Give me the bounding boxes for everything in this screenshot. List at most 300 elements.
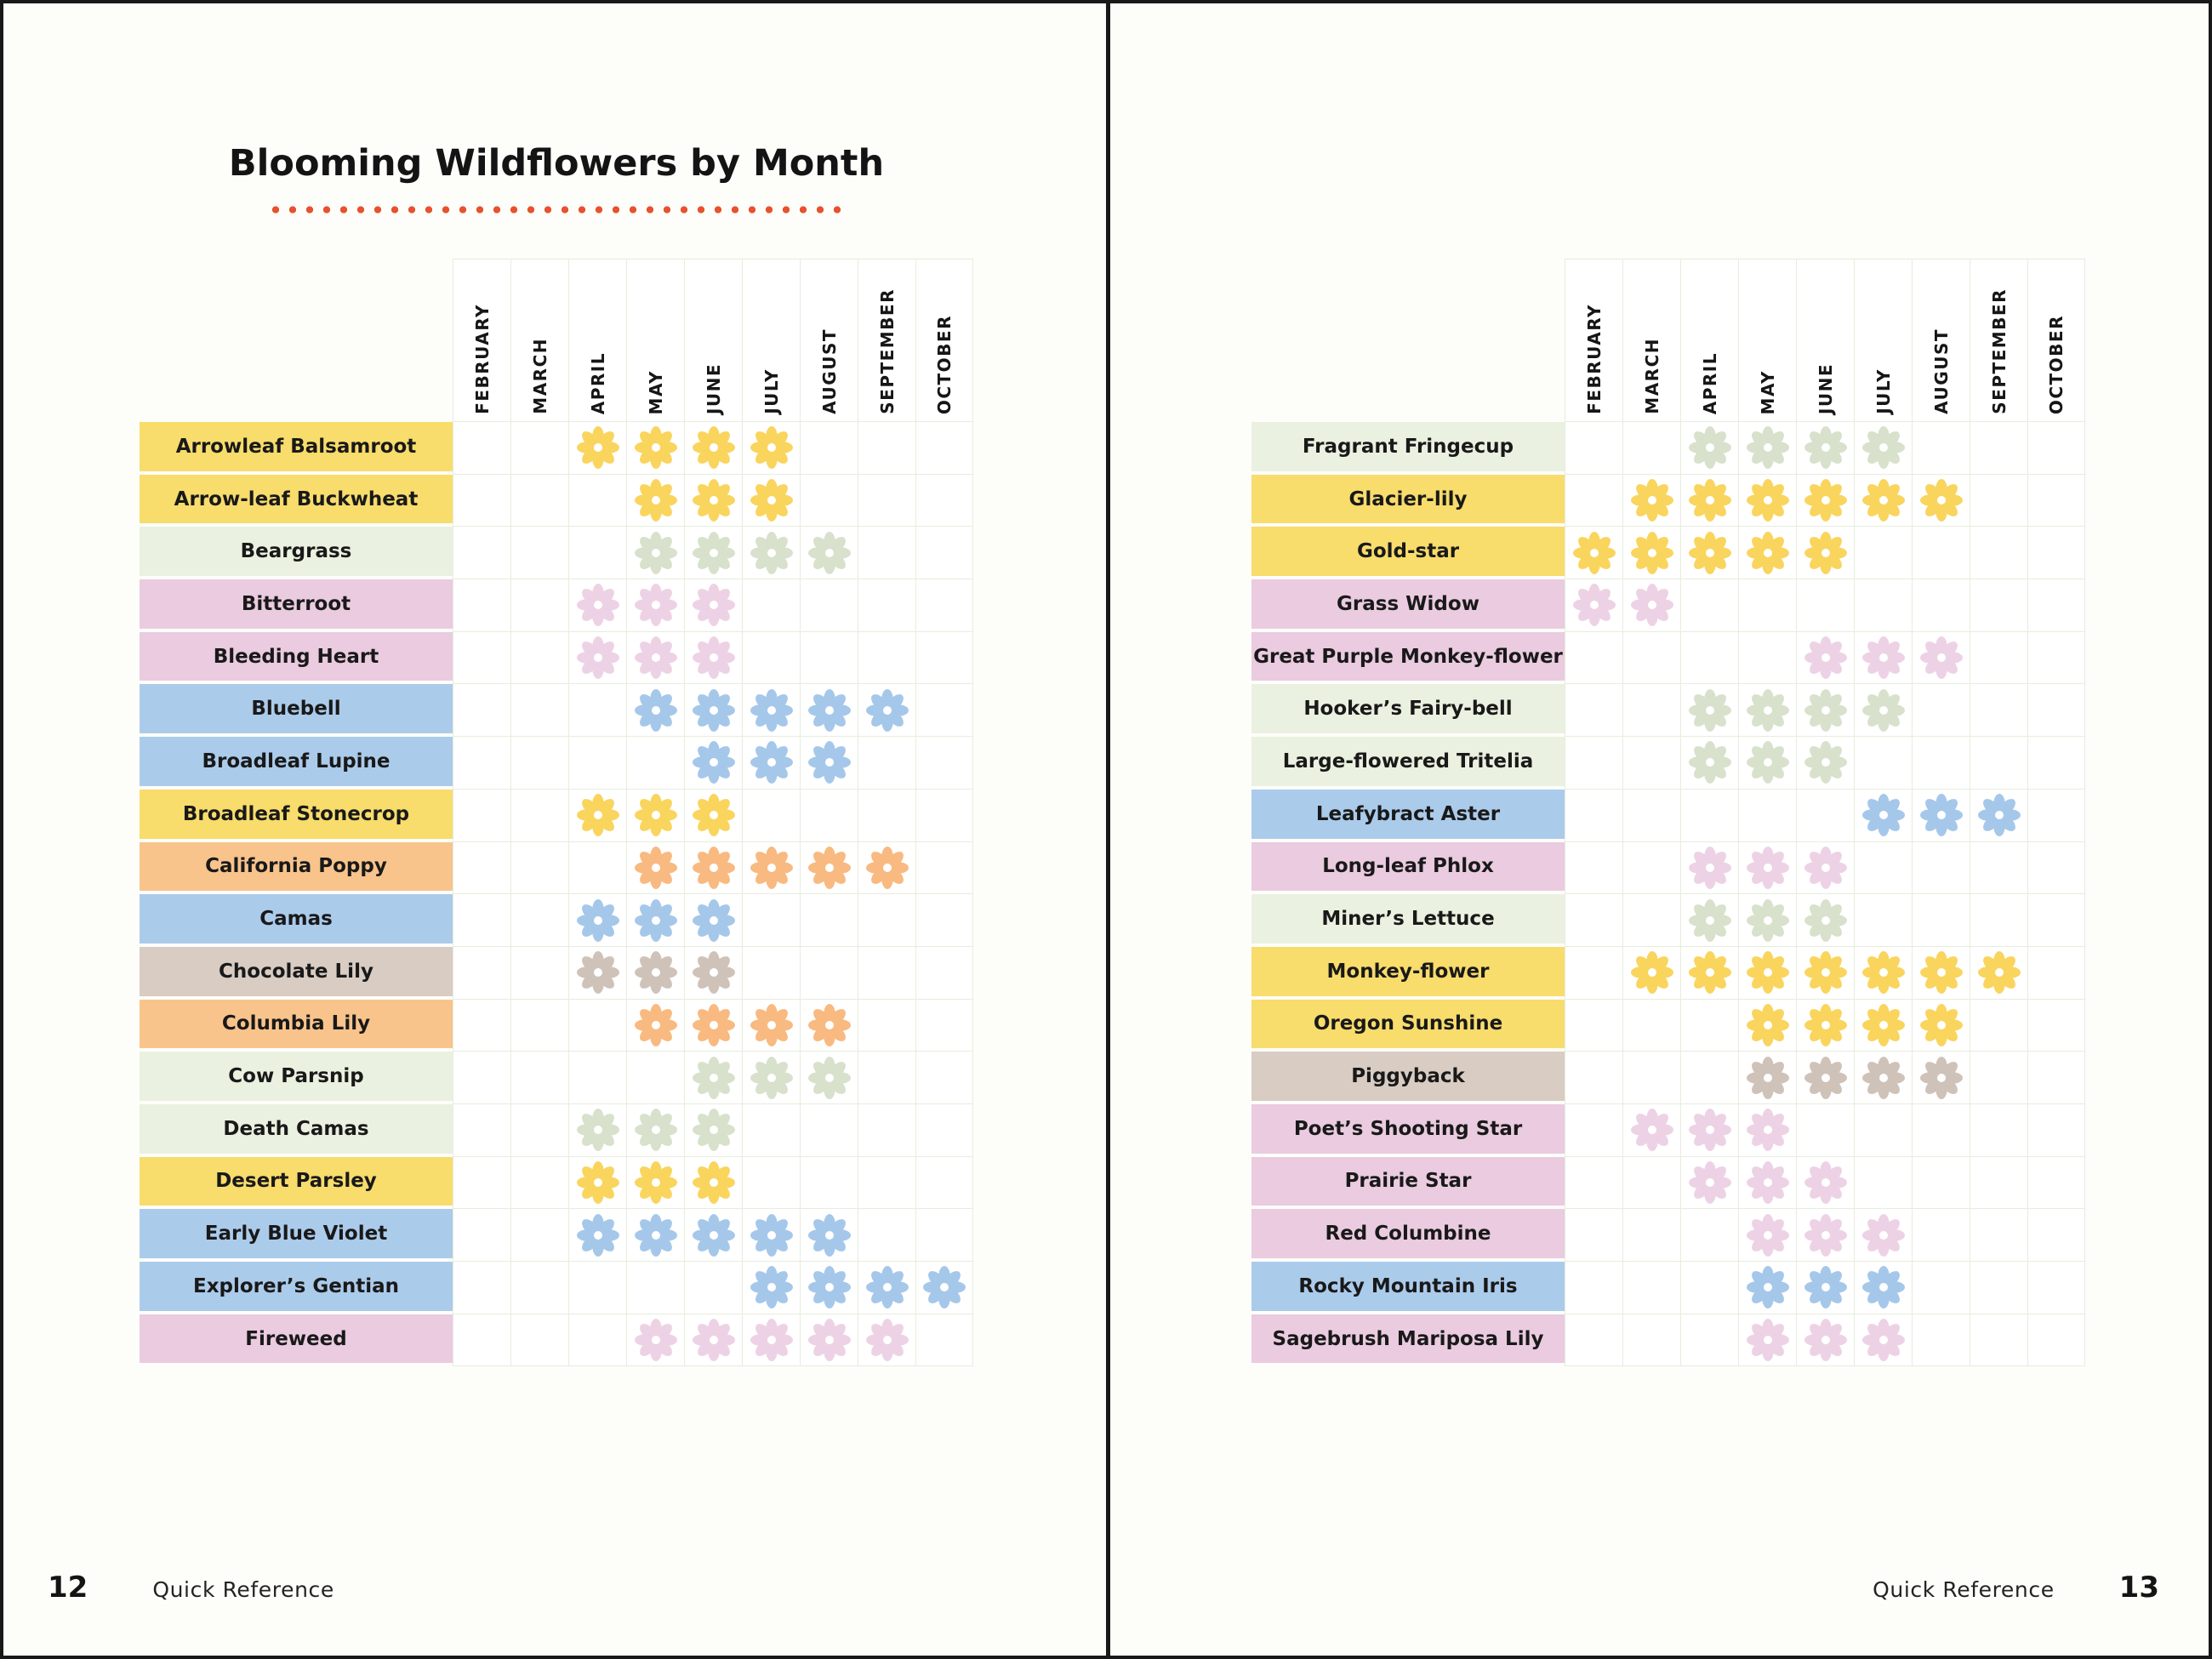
bloom-cell-empty xyxy=(1970,1052,2027,1104)
flower-icon xyxy=(693,1057,735,1099)
bloom-cell-empty xyxy=(1680,1209,1738,1262)
bloom-cell-flower xyxy=(626,1104,684,1157)
bloom-cell-flower xyxy=(684,737,742,790)
month-column-header xyxy=(453,259,510,422)
bloom-cell-flower xyxy=(1680,1157,1738,1210)
flower-icon xyxy=(808,741,851,784)
flower-icon xyxy=(750,479,793,522)
bloom-cell-empty xyxy=(858,1052,915,1104)
bloom-cell-empty xyxy=(568,1262,626,1314)
bloom-cell-empty xyxy=(742,790,800,842)
flower-icon xyxy=(1978,951,2021,994)
flower-icon xyxy=(923,1266,966,1308)
flower-name-text: Prairie Star xyxy=(1344,1170,1472,1193)
flower-icon xyxy=(1920,1004,1963,1046)
bloom-cell-flower xyxy=(1912,790,1970,842)
bloom-cell-flower xyxy=(915,1262,973,1314)
bloom-cell-empty xyxy=(510,894,568,947)
flower-icon xyxy=(1747,1319,1789,1361)
flower-icon xyxy=(1631,532,1673,574)
flower-name-text: Explorer’s Gentian xyxy=(192,1274,399,1297)
bloom-cell-empty xyxy=(1565,790,1622,842)
flower-name-label xyxy=(1251,475,1565,527)
flower-name-text: Poet’s Shooting Star xyxy=(1293,1117,1523,1140)
flower-icon xyxy=(635,794,677,836)
flower-icon xyxy=(1804,899,1847,942)
flower-icon xyxy=(693,951,735,994)
bloom-cell-empty xyxy=(1970,842,2027,895)
flower-icon xyxy=(1747,1004,1789,1046)
flower-name-text: Cow Parsnip xyxy=(228,1065,364,1088)
bloom-cell-empty xyxy=(453,737,510,790)
flower-icon xyxy=(1689,689,1731,732)
flower-icon xyxy=(635,1004,677,1046)
bloom-cell-flower xyxy=(684,475,742,527)
bloom-cell-empty xyxy=(1622,684,1680,737)
flower-name-label xyxy=(140,684,453,737)
flower-icon xyxy=(635,479,677,522)
flower-icon xyxy=(1689,899,1731,942)
bloom-cell-flower xyxy=(800,737,858,790)
bloom-cell-empty xyxy=(1738,790,1796,842)
flower-name-text: Hooker’s Fairy-bell xyxy=(1303,698,1513,721)
bloom-cell-empty xyxy=(1565,842,1622,895)
bloom-cell-flower xyxy=(1854,947,1912,1000)
bloom-cell-empty xyxy=(1912,527,1970,579)
flower-icon xyxy=(1573,584,1616,626)
flower-icon xyxy=(750,689,793,732)
bloom-cell-flower xyxy=(1796,1052,1854,1104)
flower-icon xyxy=(1920,636,1963,679)
table-corner-spacer xyxy=(140,259,453,422)
flower-icon xyxy=(577,899,619,942)
flower-name-text: Oregon Sunshine xyxy=(1313,1012,1503,1035)
bloom-cell-flower xyxy=(800,842,858,895)
footer-section-label: Quick Reference xyxy=(152,1577,334,1602)
bloom-cell-flower xyxy=(800,1262,858,1314)
flower-name-label xyxy=(1251,894,1565,947)
bloom-cell-empty xyxy=(1680,579,1738,632)
bloom-cell-empty xyxy=(858,1000,915,1052)
bloom-cell-empty xyxy=(2027,790,2085,842)
bloom-cell-empty xyxy=(510,1262,568,1314)
bloom-cell-empty xyxy=(742,579,800,632)
table-corner-spacer xyxy=(1251,259,1565,422)
page-number: 12 xyxy=(48,1571,88,1605)
bloom-cell-empty xyxy=(2027,527,2085,579)
bloom-cell-empty xyxy=(1970,632,2027,685)
bloom-cell-empty xyxy=(915,1052,973,1104)
bloom-cell-empty xyxy=(915,579,973,632)
flower-icon xyxy=(1747,532,1789,574)
bloom-cell-flower xyxy=(1680,475,1738,527)
flower-name-label xyxy=(140,475,453,527)
month-column-header xyxy=(800,259,858,422)
month-column-header xyxy=(626,259,684,422)
bloom-cell-flower xyxy=(684,842,742,895)
bloom-cell-empty xyxy=(1622,1000,1680,1052)
bloom-cell-flower xyxy=(1796,842,1854,895)
flower-icon xyxy=(808,1319,851,1361)
bloom-cell-empty xyxy=(2027,1052,2085,1104)
month-column-header xyxy=(510,259,568,422)
bloom-cell-empty xyxy=(510,1157,568,1210)
flower-icon xyxy=(1689,741,1731,784)
bloom-cell-empty xyxy=(510,422,568,475)
flower-icon xyxy=(866,689,909,732)
bloom-cell-empty xyxy=(453,527,510,579)
bloom-cell-flower xyxy=(1970,790,2027,842)
flower-icon xyxy=(1804,689,1847,732)
bloom-cell-flower xyxy=(1738,737,1796,790)
bloom-cell-flower xyxy=(626,527,684,579)
bloom-cell-empty xyxy=(1622,1209,1680,1262)
bloom-cell-empty xyxy=(1565,1262,1622,1314)
flower-name-label xyxy=(1251,684,1565,737)
flower-icon xyxy=(1862,689,1905,732)
bloom-cell-empty xyxy=(453,790,510,842)
flower-icon xyxy=(577,584,619,626)
bloom-cell-empty xyxy=(742,632,800,685)
flower-name-text: Camas xyxy=(259,908,333,931)
bloom-cell-empty xyxy=(915,527,973,579)
flower-icon xyxy=(1862,794,1905,836)
bloom-cell-flower xyxy=(1738,1052,1796,1104)
page-title: Blooming Wildflowers by Month xyxy=(228,142,885,185)
bloom-cell-flower xyxy=(1854,1000,1912,1052)
month-column-header xyxy=(915,259,973,422)
bloom-cell-empty xyxy=(2027,1157,2085,1210)
flower-icon xyxy=(1862,1319,1905,1361)
footer-section-label: Quick Reference xyxy=(1873,1577,2055,1602)
bloom-cell-flower xyxy=(1738,842,1796,895)
bloom-cell-empty xyxy=(858,894,915,947)
bloom-cell-empty xyxy=(1622,1052,1680,1104)
bloom-cell-flower xyxy=(742,1262,800,1314)
flower-icon xyxy=(693,1319,735,1361)
flower-icon xyxy=(1747,689,1789,732)
bloom-cell-empty xyxy=(453,1052,510,1104)
bloom-cell-empty xyxy=(800,1104,858,1157)
flower-icon xyxy=(1747,951,1789,994)
bloom-cell-empty xyxy=(1680,790,1738,842)
flower-icon xyxy=(866,847,909,889)
flower-name-text: Arrowleaf Balsamroot xyxy=(175,435,417,458)
bloom-cell-empty xyxy=(1970,1104,2027,1157)
flower-icon xyxy=(1804,1057,1847,1099)
bloom-cell-empty xyxy=(453,1262,510,1314)
flower-name-label xyxy=(1251,1104,1565,1157)
flower-name-label xyxy=(140,579,453,632)
bloom-cell-flower xyxy=(1738,894,1796,947)
bloom-cell-empty xyxy=(2027,632,2085,685)
bloom-cell-empty xyxy=(858,579,915,632)
bloom-cell-empty xyxy=(1622,1262,1680,1314)
bloom-cell-empty xyxy=(800,422,858,475)
bloom-cell-flower xyxy=(1912,947,1970,1000)
bloom-cell-empty xyxy=(453,632,510,685)
bloom-cell-flower xyxy=(684,947,742,1000)
bloom-cell-empty xyxy=(453,475,510,527)
bloom-cell-flower xyxy=(1565,579,1622,632)
bloom-cell-flower xyxy=(1912,1052,1970,1104)
bloom-cell-flower xyxy=(1738,1000,1796,1052)
flower-name-label xyxy=(140,527,453,579)
flower-icon xyxy=(635,951,677,994)
flower-icon xyxy=(635,426,677,469)
bloom-cell-flower xyxy=(1854,632,1912,685)
bloom-cell-empty xyxy=(1854,894,1912,947)
bloom-cell-flower xyxy=(1565,527,1622,579)
bloom-cell-empty xyxy=(568,1052,626,1104)
bloom-cell-flower xyxy=(626,842,684,895)
flower-name-text: Bitterroot xyxy=(241,592,351,615)
flower-name-text: Chocolate Lily xyxy=(219,960,373,983)
flower-icon xyxy=(635,847,677,889)
month-label: APRIL xyxy=(587,351,608,414)
flower-icon xyxy=(808,1266,851,1308)
flower-icon xyxy=(635,1109,677,1151)
bloom-cell-flower xyxy=(1796,1262,1854,1314)
bloom-cell-empty xyxy=(1970,1314,2027,1367)
bloom-cell-empty xyxy=(1796,579,1854,632)
bloom-cell-flower xyxy=(858,1314,915,1367)
flower-name-text: Beargrass xyxy=(240,540,352,563)
bloom-cell-empty xyxy=(510,632,568,685)
bloom-cell-empty xyxy=(1912,1104,1970,1157)
flower-name-label xyxy=(140,1262,453,1314)
bloom-cell-flower xyxy=(800,1209,858,1262)
flower-name-label xyxy=(1251,527,1565,579)
flower-icon xyxy=(1631,479,1673,522)
flower-icon xyxy=(1689,951,1731,994)
month-label: MAY xyxy=(1757,369,1778,414)
bloom-cell-empty xyxy=(915,894,973,947)
bloom-cell-empty xyxy=(626,737,684,790)
flower-name-label xyxy=(140,632,453,685)
flower-name-text: Bleeding Heart xyxy=(213,645,379,668)
bloom-cell-flower xyxy=(684,632,742,685)
title-dotted-divider xyxy=(140,204,973,215)
flower-name-text: Piggyback xyxy=(1351,1065,1465,1088)
bloom-cell-flower xyxy=(1680,894,1738,947)
bloom-cell-empty xyxy=(1970,737,2027,790)
page-left xyxy=(3,3,1106,1656)
flower-icon xyxy=(1804,1266,1847,1308)
bloom-cell-empty xyxy=(1622,737,1680,790)
flower-icon xyxy=(1804,636,1847,679)
flower-icon xyxy=(1631,584,1673,626)
bloom-cell-empty xyxy=(510,790,568,842)
flower-icon xyxy=(577,1161,619,1204)
bloom-cell-flower xyxy=(800,1052,858,1104)
flower-icon xyxy=(1804,951,1847,994)
bloom-cell-flower xyxy=(684,1104,742,1157)
bloom-cell-flower xyxy=(742,422,800,475)
bloom-cell-empty xyxy=(2027,947,2085,1000)
month-column-header xyxy=(1680,259,1738,422)
bloom-cell-flower xyxy=(626,632,684,685)
flower-name-text: Broadleaf Stonecrop xyxy=(182,802,410,825)
bloom-cell-flower xyxy=(742,1314,800,1367)
flower-icon xyxy=(1920,479,1963,522)
bloom-cell-flower xyxy=(684,1314,742,1367)
flower-icon xyxy=(693,426,735,469)
bloom-cell-empty xyxy=(915,475,973,527)
flower-icon xyxy=(808,1004,851,1046)
bloom-cell-flower xyxy=(568,422,626,475)
bloom-cell-empty xyxy=(510,1314,568,1367)
bloom-cell-flower xyxy=(1796,632,1854,685)
flower-name-text: Death Camas xyxy=(223,1117,369,1140)
bloom-cell-empty xyxy=(2027,842,2085,895)
bloom-cell-flower xyxy=(800,1000,858,1052)
bloom-cell-empty xyxy=(915,1157,973,1210)
bloom-cell-empty xyxy=(2027,422,2085,475)
bloom-cell-flower xyxy=(1796,1209,1854,1262)
bloom-cell-empty xyxy=(1912,1262,1970,1314)
bloom-cell-empty xyxy=(1680,1052,1738,1104)
bloom-cell-flower xyxy=(684,684,742,737)
bloom-cell-empty xyxy=(742,894,800,947)
bloom-cell-empty xyxy=(1738,632,1796,685)
bloom-cell-empty xyxy=(568,1000,626,1052)
bloom-cell-flower xyxy=(1970,947,2027,1000)
flower-icon xyxy=(1862,1057,1905,1099)
bloom-cell-empty xyxy=(453,1314,510,1367)
bloom-cell-flower xyxy=(742,842,800,895)
bloom-cell-empty xyxy=(1970,894,2027,947)
bloom-cell-empty xyxy=(1912,422,1970,475)
flower-icon xyxy=(808,1214,851,1257)
flower-icon xyxy=(1747,1057,1789,1099)
bloom-cell-flower xyxy=(742,475,800,527)
bloom-cell-empty xyxy=(1912,737,1970,790)
bloom-cell-flower xyxy=(626,894,684,947)
bloom-cell-empty xyxy=(1912,1314,1970,1367)
bloom-cell-empty xyxy=(1565,422,1622,475)
flower-icon xyxy=(1689,847,1731,889)
bloom-cell-flower xyxy=(1680,842,1738,895)
bloom-cell-empty xyxy=(1854,842,1912,895)
flower-name-label xyxy=(1251,790,1565,842)
flower-icon xyxy=(808,847,851,889)
month-label: APRIL xyxy=(1699,351,1720,414)
flower-icon xyxy=(1689,532,1731,574)
bloom-cell-flower xyxy=(684,1209,742,1262)
bloom-cell-empty xyxy=(800,475,858,527)
flower-icon xyxy=(1573,532,1616,574)
page-right xyxy=(1106,3,2209,1656)
month-label: MARCH xyxy=(1641,338,1662,414)
flower-icon xyxy=(1920,951,1963,994)
bloom-cell-empty xyxy=(858,1104,915,1157)
bloom-cell-empty xyxy=(510,684,568,737)
bloom-cell-empty xyxy=(915,737,973,790)
bloom-cell-flower xyxy=(626,1209,684,1262)
bloom-cell-empty xyxy=(1565,632,1622,685)
flower-name-text: Sagebrush Mariposa Lily xyxy=(1272,1327,1544,1350)
bloom-cell-flower xyxy=(684,527,742,579)
bloom-cell-empty xyxy=(510,737,568,790)
bloom-cell-flower xyxy=(1680,527,1738,579)
flower-icon xyxy=(635,1161,677,1204)
flower-icon xyxy=(750,1057,793,1099)
bloom-cell-empty xyxy=(1970,684,2027,737)
flower-name-label xyxy=(140,422,453,475)
flower-icon xyxy=(1747,1161,1789,1204)
flower-icon xyxy=(1862,1004,1905,1046)
bloom-cell-empty xyxy=(742,1104,800,1157)
bloom-cell-empty xyxy=(1854,1104,1912,1157)
flower-icon xyxy=(1689,1161,1731,1204)
flower-icon xyxy=(577,1214,619,1257)
flower-name-label xyxy=(1251,579,1565,632)
flower-name-label xyxy=(140,1314,453,1367)
bloom-cell-empty xyxy=(1912,894,1970,947)
bloom-cell-flower xyxy=(626,1000,684,1052)
month-column-header xyxy=(1970,259,2027,422)
month-label: AUGUST xyxy=(1930,328,1952,414)
bloom-cell-flower xyxy=(568,1209,626,1262)
flower-name-text: Columbia Lily xyxy=(221,1012,371,1035)
bloom-cell-empty xyxy=(1622,790,1680,842)
flower-name-text: Rocky Mountain Iris xyxy=(1298,1274,1518,1297)
flower-icon xyxy=(693,847,735,889)
bloom-cell-flower xyxy=(858,684,915,737)
flower-icon xyxy=(1747,1214,1789,1257)
bloom-cell-empty xyxy=(568,842,626,895)
bloom-cell-empty xyxy=(510,1000,568,1052)
bloom-cell-flower xyxy=(1738,1209,1796,1262)
bloom-cell-flower xyxy=(1680,1104,1738,1157)
flower-icon xyxy=(693,794,735,836)
bloom-cell-empty xyxy=(1912,842,1970,895)
bloom-cell-empty xyxy=(1912,1209,1970,1262)
bloom-cell-empty xyxy=(1565,475,1622,527)
flower-name-label xyxy=(1251,842,1565,895)
bloom-cell-empty xyxy=(742,947,800,1000)
month-label: SEPTEMBER xyxy=(1988,288,2010,414)
bloom-cell-empty xyxy=(453,894,510,947)
flower-name-text: Long-leaf Phlox xyxy=(1322,855,1494,878)
bloom-cell-flower xyxy=(1738,422,1796,475)
flower-icon xyxy=(1804,1161,1847,1204)
flower-name-text: Fragrant Fringecup xyxy=(1302,435,1514,458)
bloom-cell-empty xyxy=(1622,632,1680,685)
flower-icon xyxy=(693,532,735,574)
bloom-cell-flower xyxy=(568,1104,626,1157)
flower-icon xyxy=(693,1214,735,1257)
flower-icon xyxy=(1862,951,1905,994)
flower-icon xyxy=(750,847,793,889)
bloom-cell-empty xyxy=(1912,1157,1970,1210)
bloom-cell-empty xyxy=(626,1262,684,1314)
bloom-cell-empty xyxy=(858,632,915,685)
bloom-cell-flower xyxy=(1622,475,1680,527)
bloom-cell-flower xyxy=(1796,475,1854,527)
flower-icon xyxy=(750,741,793,784)
flower-icon xyxy=(1862,426,1905,469)
bloom-cell-empty xyxy=(800,894,858,947)
flower-icon xyxy=(693,479,735,522)
month-label: SEPTEMBER xyxy=(876,288,898,414)
bloom-cell-flower xyxy=(1796,684,1854,737)
flower-icon xyxy=(1631,951,1673,994)
bloom-cell-empty xyxy=(858,790,915,842)
bloom-cell-flower xyxy=(1796,737,1854,790)
bloom-cell-empty xyxy=(2027,1314,2085,1367)
